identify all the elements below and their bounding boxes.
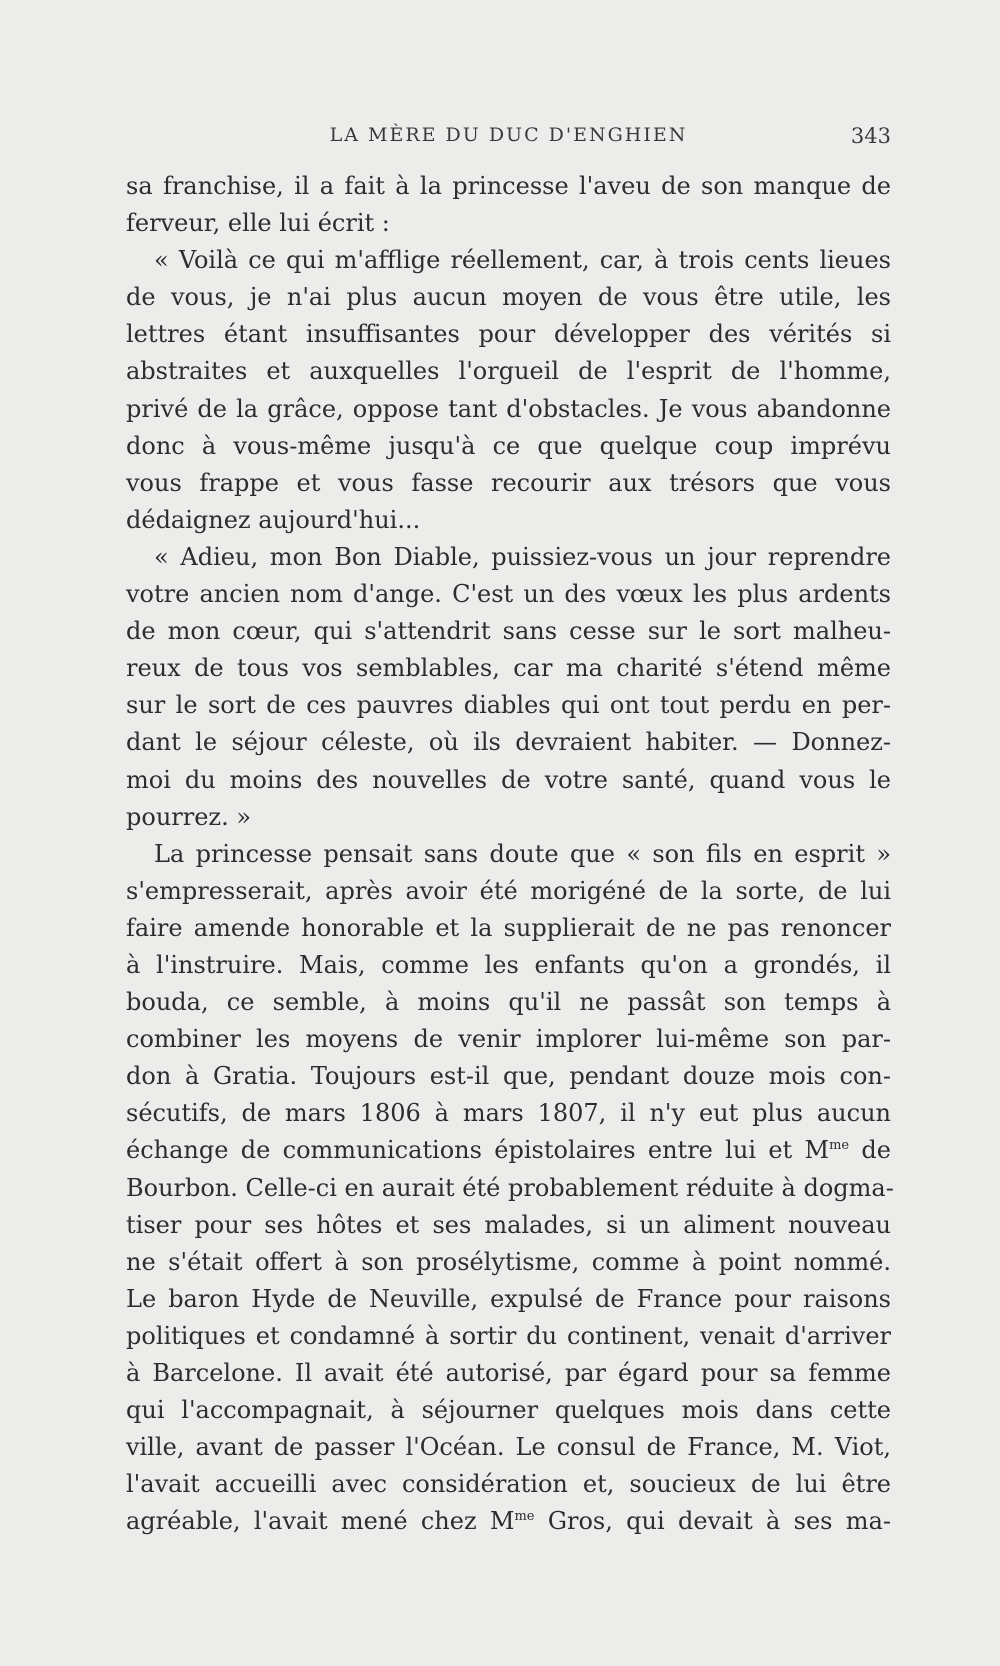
text-line-content: s'empresserait, après avoir été morigéné de la sorte, de lui [126, 876, 891, 905]
text-line [126, 984, 891, 1021]
text-line-content: « Voilà ce qui m'afflige réellement, car, à trois cents lieues [154, 246, 891, 275]
superscript: me [514, 1509, 535, 1525]
text-line [126, 1355, 891, 1392]
text-line-content: de mon cœur, qui s'attendrit sans cesse sur le sort malheu- [126, 617, 891, 646]
text-line [126, 391, 891, 428]
text-line [126, 1503, 891, 1540]
text-line-content: à l'instruire. Mais, comme les enfants qu'on a grondés, il [126, 950, 891, 979]
text-line [126, 1021, 891, 1058]
text-line [126, 1429, 891, 1466]
text-line-content: bouda, ce semble, à moins qu'il ne passât son temps à [126, 988, 891, 1017]
text-line-content: l'avait accueilli avec considération et, soucieux de lui être [126, 1470, 891, 1499]
text-line-content: à Barcelone. Il avait été autorisé, par égard pour sa femme [126, 1359, 891, 1387]
text-line-content: votre ancien nom d'ange. C'est un des vœux les plus ardents [126, 580, 891, 609]
text-line [126, 873, 891, 910]
text-line [126, 724, 891, 761]
text-line [126, 613, 891, 650]
text-line [126, 687, 891, 724]
text-line [126, 799, 891, 836]
text-line [126, 1281, 891, 1318]
text-line-content: « Adieu, mon Bon Diable, puissiez-vous un jour reprendre [154, 542, 891, 571]
text-line-content: reux de tous vos semblables, car ma charité s'étend même [126, 654, 891, 683]
page-number: 343 [850, 124, 891, 148]
text-line-content: sa franchise, il a fait à la princesse l'aveu de son manque de [126, 172, 891, 200]
text-line [126, 205, 891, 242]
text-line [126, 910, 891, 947]
text-line [126, 576, 891, 613]
text-line-content: vous frappe et vous fasse recourir aux trésors que vous [126, 468, 891, 497]
text-line-content: échange de communications épistolaires entre lui et M [126, 1136, 830, 1165]
text-line-content: faire amende honorable et la supplierait de ne pas renoncer [126, 913, 891, 942]
text-line [126, 168, 891, 205]
text-line [126, 762, 891, 799]
text-line-content: pourrez. » [126, 802, 252, 831]
text-line [126, 502, 891, 539]
text-line-continuation: Gros, qui devait à ses ma- [534, 1507, 891, 1536]
text-line [126, 279, 891, 316]
text-line-content: tiser pour ses hôtes et ses malades, si un aliment nouveau [126, 1210, 891, 1239]
text-line-content: privé de la grâce, oppose tant d'obstacles. Je vous abandonne [126, 394, 891, 423]
text-line [126, 465, 891, 502]
text-line [126, 1132, 891, 1169]
text-line-content: agréable, l'avait mené chez M [126, 1507, 515, 1536]
text-line [126, 1318, 891, 1355]
text-line-content: Bourbon. Celle-ci en aurait été probablement réduite à dogma- [126, 1173, 894, 1202]
text-line-continuation: de [849, 1136, 891, 1165]
text-line [126, 947, 891, 984]
text-line [126, 428, 891, 465]
text-line-content: qui l'accompagnait, à séjourner quelques mois dans cette [126, 1396, 891, 1425]
text-line [126, 1392, 891, 1429]
text-line-content: moi du moins des nouvelles de votre santé, quand vous le [126, 765, 891, 794]
text-line-content: lettres étant insuffisantes pour développer des vérités si [126, 320, 891, 349]
text-line-content: Le baron Hyde de Neuville, expulsé de France pour raisons [126, 1284, 891, 1313]
text-line-content: ne s'était offert à son prosélytisme, comme à point nommé. [126, 1247, 891, 1276]
body-text [126, 168, 894, 1540]
text-line-content: ferveur, elle lui écrit : [126, 209, 390, 238]
text-line [126, 353, 891, 390]
text-line [126, 1058, 891, 1095]
text-line-content: politiques et condamné à sortir du continent, venait d'arriver [126, 1321, 891, 1350]
text-line [126, 1466, 891, 1503]
text-line [126, 242, 891, 279]
text-line-content: donc à vous-même jusqu'à ce que quelque coup imprévu [126, 431, 891, 460]
running-header [126, 124, 891, 154]
text-line-content: de vous, je n'ai plus aucun moyen de vous être utile, les [126, 283, 891, 312]
text-line-content: La princesse pensait sans doute que « son fils en esprit » [154, 839, 891, 868]
text-line-content: don à Gratia. Toujours est-il que, pendant douze mois con- [126, 1062, 891, 1091]
superscript: me [829, 1138, 850, 1154]
text-line [126, 650, 891, 687]
text-line [126, 1170, 894, 1207]
text-line-content: sur le sort de ces pauvres diables qui ont tout perdu en per- [126, 691, 891, 720]
text-line [126, 316, 891, 353]
text-line [126, 1095, 891, 1132]
text-line-content: abstraites et auxquelles l'orgueil de l'esprit de l'homme, [126, 357, 891, 386]
text-line [126, 1244, 891, 1281]
running-title: LA MÈRE DU DUC D'ENGHIEN [329, 124, 688, 146]
text-line-content: dant le séjour céleste, où ils devraient habiter. — Donnez- [126, 728, 891, 757]
text-line [126, 539, 891, 576]
text-line-content: dédaignez aujourd'hui... [126, 505, 421, 534]
text-line [126, 1207, 891, 1244]
text-line-content: ville, avant de passer l'Océan. Le consul de France, M. Viot, [126, 1433, 891, 1462]
text-line-content: sécutifs, de mars 1806 à mars 1807, il n'y eut plus aucun [126, 1099, 891, 1128]
text-line [126, 836, 891, 873]
text-line-content: combiner les moyens de venir implorer lui-même son par- [126, 1025, 891, 1054]
